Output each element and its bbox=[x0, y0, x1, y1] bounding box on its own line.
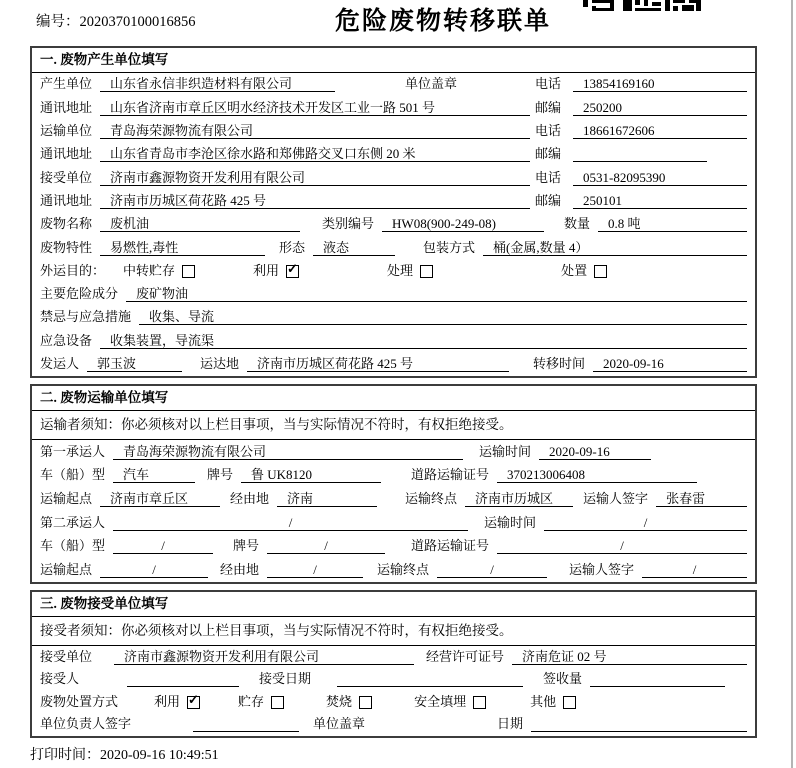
plate-number-value: 鲁 UK8120 bbox=[241, 466, 381, 483]
vehicle-type-2-label: 车（船）型 bbox=[40, 538, 106, 554]
plate-number-2-label: 牌号 bbox=[233, 538, 260, 554]
purpose-transfer-storage-checkbox[interactable] bbox=[182, 265, 195, 278]
section-transporter-title: 二. 废物运输单位填写 bbox=[32, 386, 755, 411]
waste-name-value: 废机油 bbox=[100, 215, 300, 232]
purpose-treat-label: 处理 bbox=[387, 262, 414, 278]
transporter-address-label: 通讯地址 bbox=[40, 146, 93, 162]
print-time-value: 2020-09-16 10:49:51 bbox=[100, 748, 219, 763]
transporter-notice: 运输者须知：你必须核对以上栏目事项，当与实际情况不符时，有权拒绝接受。 bbox=[32, 411, 755, 440]
doc-number-label: 编号： bbox=[36, 14, 80, 30]
receiver-phone-label: 电话 bbox=[535, 169, 562, 185]
row-recipient bbox=[32, 669, 755, 692]
carrier-signature-label: 运输人签字 bbox=[583, 491, 649, 507]
receiver-address-value: 济南市历城区荷花路 425 号 bbox=[100, 192, 530, 209]
doc-number-value: 2020370100016856 bbox=[79, 14, 196, 30]
transport-date-value: 2020-09-16 bbox=[539, 443, 651, 460]
emergency-equipment-label: 应急设备 bbox=[40, 332, 93, 348]
purpose-transfer-storage-label: 中转贮存 bbox=[123, 262, 176, 278]
received-quantity-label: 签收量 bbox=[543, 671, 583, 686]
page-title: 危险废物转移联单 bbox=[334, 8, 551, 35]
second-carrier-value: / bbox=[113, 514, 468, 531]
purpose-treat-checkbox[interactable] bbox=[420, 265, 433, 278]
receiving-unit-value: 济南市鑫源物资开发利用有限公司 bbox=[114, 648, 414, 665]
disposal-landfill-label: 安全填埋 bbox=[414, 693, 467, 709]
disposal-incinerate-checkbox[interactable] bbox=[359, 696, 372, 709]
receive-date-label: 接受日期 bbox=[259, 671, 312, 686]
terminus-value: 济南市历城区 bbox=[465, 490, 573, 507]
receiver-notice: 接受者须知：你必须核对以上栏目事项，当与实际情况不符时，有权拒绝接受。 bbox=[32, 617, 755, 646]
row-contraindication bbox=[32, 306, 755, 329]
hazard-component-label: 主要危险成分 bbox=[40, 286, 119, 302]
row-emergency-equipment bbox=[32, 329, 755, 352]
row-transporter-unit bbox=[32, 120, 755, 143]
disposal-utilize-checkbox[interactable] bbox=[187, 691, 200, 709]
transporter-unit-value: 青岛海荣源物流有限公司 bbox=[100, 122, 530, 139]
purpose-dispose-label: 处置 bbox=[561, 262, 588, 278]
transfer-date-value: 2020-09-16 bbox=[593, 355, 747, 372]
unit-seal-label: 单位盖章 bbox=[405, 76, 458, 92]
receiver-zip-value: 250101 bbox=[573, 192, 747, 209]
producer-phone-label: 电话 bbox=[535, 76, 562, 92]
category-code-label: 类别编号 bbox=[322, 216, 375, 232]
contraindication-value: 收集、导流 bbox=[139, 308, 747, 325]
responsible-signature-label: 单位负责人签字 bbox=[40, 716, 132, 731]
origin-value: 济南市章丘区 bbox=[100, 490, 220, 507]
producer-address-label: 通讯地址 bbox=[40, 99, 93, 115]
road-permit-2-value: / bbox=[497, 537, 747, 554]
disposal-utilize-label: 利用 bbox=[154, 693, 181, 709]
vehicle-type-value: 汽车 bbox=[113, 466, 195, 483]
row-waste-name bbox=[32, 213, 755, 236]
receiver-unit-value: 济南市鑫源物资开发利用有限公司 bbox=[100, 169, 530, 186]
disposal-storage-label: 贮存 bbox=[238, 693, 265, 709]
receive-date-value bbox=[337, 670, 523, 687]
destination-value: 济南市历城区荷花路 425 号 bbox=[247, 355, 509, 372]
via-2-label: 经由地 bbox=[220, 562, 260, 578]
recipient-value bbox=[127, 670, 239, 687]
receiver-zip-label: 邮编 bbox=[535, 192, 562, 208]
form-state-value: 液态 bbox=[313, 239, 395, 256]
origin-2-label: 运输起点 bbox=[40, 562, 93, 578]
row-second-carrier bbox=[32, 511, 755, 535]
window-right-edge bbox=[791, 0, 793, 768]
row-waste-character bbox=[32, 236, 755, 259]
packaging-value: 桶(金属,数量 4） bbox=[483, 239, 747, 256]
responsible-signature-value bbox=[193, 715, 299, 732]
row-responsible-signature bbox=[32, 714, 755, 737]
row-transporter-address bbox=[32, 143, 755, 166]
disposal-method-label: 废物处置方式 bbox=[40, 693, 119, 709]
row-producer-unit bbox=[32, 73, 755, 96]
terminus-label: 运输终点 bbox=[405, 491, 458, 507]
purpose-utilize-label: 利用 bbox=[253, 262, 280, 278]
waste-character-value: 易燃性,毒性 bbox=[100, 239, 265, 256]
carrier-signature-2-label: 运输人签字 bbox=[569, 562, 635, 578]
carrier-signature-2-value: / bbox=[642, 561, 747, 578]
transfer-date-label: 转移时间 bbox=[533, 356, 586, 372]
category-code-value: HW08(900-249-08) bbox=[382, 215, 544, 232]
waste-character-label: 废物特性 bbox=[40, 239, 93, 255]
producer-unit-value: 山东省永信非织造材料有限公司 bbox=[100, 75, 335, 92]
terminus-2-value: / bbox=[437, 561, 547, 578]
transporter-unit-label: 运输单位 bbox=[40, 122, 93, 138]
transporter-zip-value bbox=[573, 145, 707, 162]
row-producer-address bbox=[32, 96, 755, 119]
producer-phone-value: 13854169160 bbox=[573, 75, 747, 92]
receiving-unit-label: 接受单位 bbox=[40, 648, 93, 664]
first-carrier-value: 青岛海荣源物流有限公司 bbox=[113, 443, 463, 460]
purpose-dispose-checkbox[interactable] bbox=[594, 265, 607, 278]
date-label: 日期 bbox=[497, 716, 524, 731]
road-permit-2-label: 道路运输证号 bbox=[411, 538, 490, 554]
waste-name-label: 废物名称 bbox=[40, 216, 93, 232]
disposal-incinerate-label: 焚烧 bbox=[326, 693, 353, 709]
license-number-label: 经营许可证号 bbox=[426, 648, 505, 664]
transporter-phone-value: 18661672606 bbox=[573, 122, 747, 139]
section-producer bbox=[30, 46, 757, 378]
row-route-1 bbox=[32, 487, 755, 511]
plate-number-2-value: / bbox=[267, 537, 385, 554]
print-time-label: 打印时间： bbox=[30, 748, 100, 763]
unit-seal-2-label: 单位盖章 bbox=[313, 716, 366, 731]
section-producer-title: 一. 废物产生单位填写 bbox=[32, 48, 755, 73]
hazard-component-value: 废矿物油 bbox=[126, 285, 747, 302]
vehicle-type-2-value: / bbox=[113, 537, 213, 554]
transporter-zip-label: 邮编 bbox=[535, 146, 562, 162]
row-first-carrier bbox=[32, 440, 755, 464]
row-receiver-unit bbox=[32, 166, 755, 189]
row-receiving-unit bbox=[32, 646, 755, 669]
section-receiver bbox=[30, 590, 757, 738]
vehicle-type-label: 车（船）型 bbox=[40, 467, 106, 483]
producer-unit-label: 产生单位 bbox=[40, 76, 93, 92]
road-permit-label: 道路运输证号 bbox=[411, 467, 490, 483]
row-consignor bbox=[32, 353, 755, 376]
via-2-value: / bbox=[267, 561, 363, 578]
receiver-unit-label: 接受单位 bbox=[40, 169, 93, 185]
checkmark: ✓ bbox=[188, 691, 199, 707]
purpose-utilize-checkbox[interactable] bbox=[286, 260, 299, 278]
quantity-value: 0.8 吨 bbox=[598, 215, 747, 232]
receiver-phone-value: 0531-82095390 bbox=[573, 169, 747, 186]
packaging-label: 包装方式 bbox=[423, 239, 476, 255]
license-number-value: 济南危证 02 号 bbox=[512, 648, 747, 665]
terminus-2-label: 运输终点 bbox=[377, 562, 430, 578]
origin-label: 运输起点 bbox=[40, 491, 93, 507]
received-quantity-value bbox=[590, 670, 725, 687]
disposal-other-checkbox[interactable] bbox=[563, 696, 576, 709]
row-disposal-method bbox=[32, 691, 755, 714]
producer-zip-value: 250200 bbox=[573, 99, 747, 116]
row-vehicle-type-1 bbox=[32, 464, 755, 488]
disposal-landfill-checkbox[interactable] bbox=[473, 696, 486, 709]
road-permit-value: 370213006408 bbox=[497, 466, 697, 483]
second-carrier-label: 第二承运人 bbox=[40, 514, 106, 530]
qr-code-fragment-icon bbox=[583, 0, 701, 11]
producer-address-value: 山东省济南市章丘区明水经济技术开发区工业一路 501 号 bbox=[100, 99, 530, 116]
transporter-phone-label: 电话 bbox=[535, 122, 562, 138]
quantity-label: 数量 bbox=[564, 216, 591, 232]
transfer-purpose-label: 外运目的： bbox=[40, 262, 106, 278]
transport-date-2-label: 运输时间 bbox=[484, 514, 537, 530]
row-vehicle-type-2 bbox=[32, 535, 755, 559]
transport-date-label: 运输时间 bbox=[479, 443, 532, 459]
plate-number-label: 牌号 bbox=[207, 467, 234, 483]
consignor-value: 郭玉波 bbox=[87, 355, 182, 372]
print-time bbox=[30, 744, 219, 764]
transporter-address-value: 山东省青岛市李沧区徐水路和郑佛路交叉口东侧 20 米 bbox=[100, 145, 530, 162]
contraindication-label: 禁忌与应急措施 bbox=[40, 309, 132, 325]
checkmark: ✓ bbox=[287, 260, 298, 276]
disposal-other-label: 其他 bbox=[530, 693, 557, 709]
row-hazard-component bbox=[32, 283, 755, 306]
section-transporter bbox=[30, 384, 757, 584]
date-value bbox=[531, 715, 747, 732]
receiver-address-label: 通讯地址 bbox=[40, 192, 93, 208]
first-carrier-label: 第一承运人 bbox=[40, 443, 106, 459]
via-value: 济南 bbox=[277, 490, 377, 507]
disposal-storage-checkbox[interactable] bbox=[271, 696, 284, 709]
row-receiver-address bbox=[32, 190, 755, 213]
form-state-label: 形态 bbox=[279, 239, 306, 255]
recipient-label: 接受人 bbox=[40, 671, 80, 686]
transport-date-2-value: / bbox=[544, 514, 747, 531]
row-transfer-purpose bbox=[32, 260, 755, 283]
producer-zip-label: 邮编 bbox=[535, 99, 562, 115]
section-receiver-title: 三. 废物接受单位填写 bbox=[32, 592, 755, 617]
origin-2-value: / bbox=[100, 561, 208, 578]
consignor-label: 发运人 bbox=[40, 356, 80, 372]
emergency-equipment-value: 收集装置，导流渠 bbox=[100, 332, 747, 349]
via-label: 经由地 bbox=[230, 491, 270, 507]
carrier-signature-value: 张春雷 bbox=[656, 490, 747, 507]
row-route-2 bbox=[32, 558, 755, 582]
destination-label: 运达地 bbox=[200, 356, 240, 372]
